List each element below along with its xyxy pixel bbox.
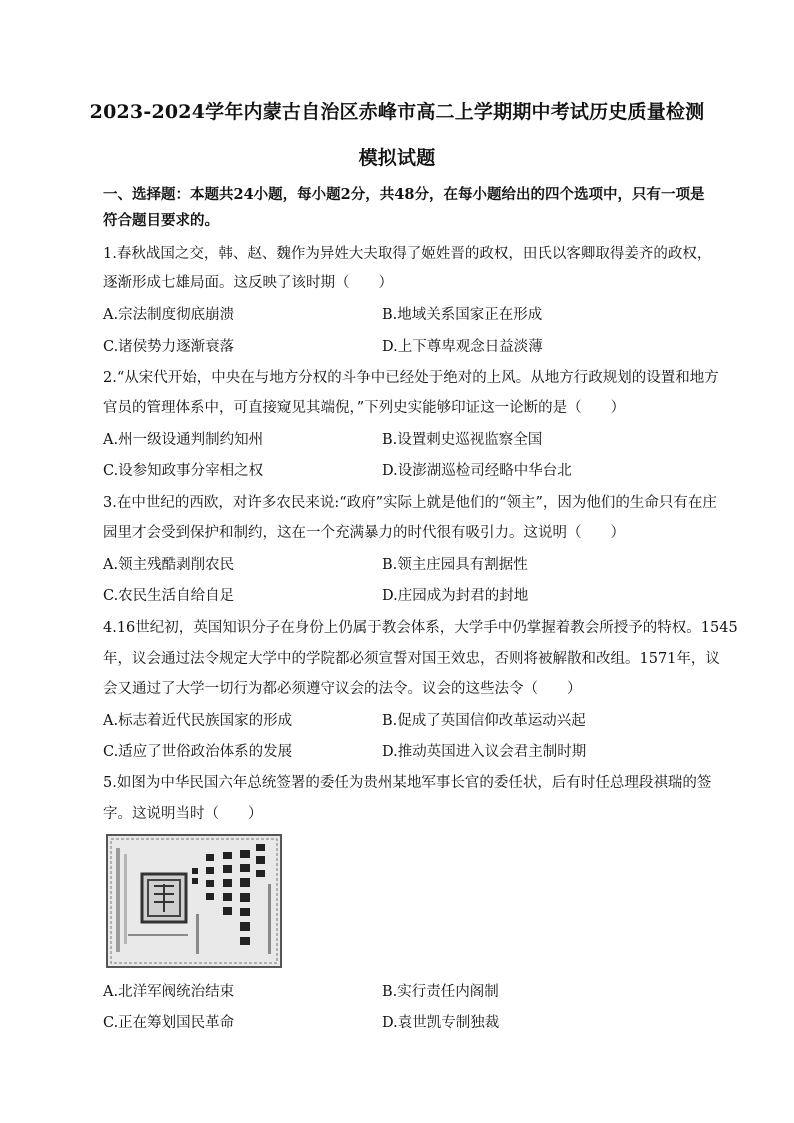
- question-4-stem-line2: 年，议会通过法令规定大学中的学院都必须宣誓对国王效忠，否则将被解散和改组。1571年，议: [103, 651, 720, 667]
- question-5-stem-line2: 字。这说明当时（ ）: [103, 806, 263, 822]
- section-heading-line1: 一、选择题：本题共24小题，每小题2分，共48分，在每小题给出的四个选项中，只有一项是: [103, 186, 705, 203]
- question-4-option-a: A.标志着近代民族国家的形成: [103, 713, 293, 729]
- section-heading-line2: 符合题目要求的。: [103, 212, 219, 229]
- question-4-option-d: D.推动英国进入议会君主制时期: [382, 744, 587, 760]
- question-3-option-d: D.庄园成为封君的封地: [382, 588, 529, 604]
- question-4-stem-line3: 会又通过了大学一切行为都必须遵守议会的法令。议会的这些法令（ ）: [103, 681, 582, 697]
- question-2-option-b: B.设置刺史巡视监察全国: [382, 432, 543, 448]
- page-title: 2023-2024学年内蒙古自治区赤峰市高二上学期期中考试历史质量检测: [89, 101, 705, 123]
- question-4-option-c: C.适应了世俗政治体系的发展: [103, 744, 293, 760]
- question-3-option-c: C.农民生活自给自足: [103, 588, 235, 604]
- question-2-option-d: D.设澎湖巡检司经略中华台北: [382, 463, 572, 479]
- question-1-stem-line1: 1.春秋战国之交，韩、赵、魏作为异姓大夫取得了姬姓晋的政权，田氏以客卿取得姜齐的政权，: [103, 246, 712, 262]
- question-5-option-d: D.袁世凯专制独裁: [382, 1015, 500, 1031]
- question-4-stem-line1: 4.16世纪初，英国知识分子在身份上仍属于教会体系，大学手中仍掌握着教会所授予的特权。1545: [103, 620, 738, 636]
- question-2-stem-line1: 2.“从宋代开始，中央在与地方分权的斗争中已经处于绝对的上风。从地方行政规划的设置和地方: [103, 370, 719, 386]
- question-3-option-b: B.领主庄园具有割据性: [382, 557, 528, 573]
- question-4-option-b: B.促成了英国信仰改革运动兴起: [382, 713, 586, 729]
- question-3-stem-line1: 3.在中世纪的西欧，对许多农民来说:“政府”实际上就是他们的“领主”，因为他们的生命只有在庄: [103, 495, 717, 511]
- question-2-option-c: C.设参知政事分宰相之权: [103, 463, 264, 479]
- question-1-stem-line2: 逐渐形成七雄局面。这反映了该时期（ ）: [103, 275, 393, 291]
- appointment-certificate-image: [106, 834, 282, 968]
- question-1-option-d: D.上下尊卑观念日益淡薄: [382, 339, 543, 355]
- question-3-stem-line2: 园里才会受到保护和制约，这在一个充满暴力的时代很有吸引力。这说明（ ）: [103, 525, 625, 541]
- question-5-option-c: C.正在筹划国民革命: [103, 1015, 235, 1031]
- question-5-option-a: A.北洋军阀统治结束: [103, 984, 235, 1000]
- question-5-option-b: B.实行责任内阁制: [382, 984, 499, 1000]
- question-5-stem-line1: 5.如图为中华民国六年总统签署的委任为贵州某地军事长官的委任状，后有时任总理段祺瑞的签: [103, 775, 712, 791]
- question-1-option-a: A.宗法制度彻底崩溃: [103, 307, 235, 323]
- question-1-option-c: C.诸侯势力逐渐衰落: [103, 339, 235, 355]
- question-1-option-b: B.地域关系国家正在形成: [382, 307, 543, 323]
- question-2-option-a: A.州一级设通判制约知州: [103, 432, 264, 448]
- question-2-stem-line2: 官员的管理体系中，可直接窥见其端倪，”下列史实能够印证这一论断的是（ ）: [103, 400, 626, 416]
- page-subtitle: 模拟试题: [358, 147, 436, 169]
- question-3-option-a: A.领主残酷剥削农民: [103, 557, 235, 573]
